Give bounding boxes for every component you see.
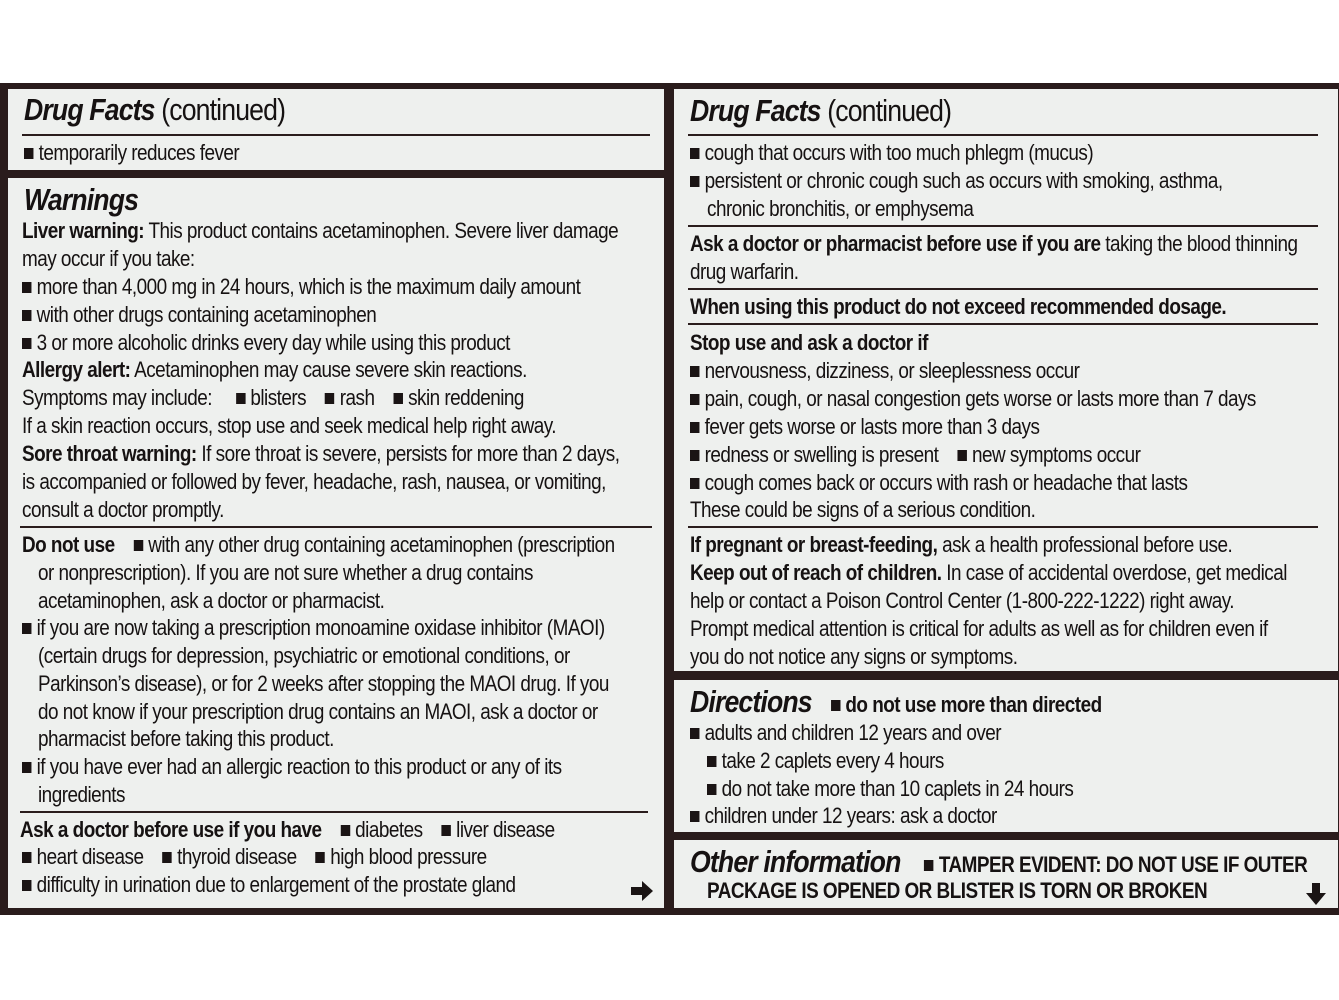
maoi-line2: (certain drugs for depression, psychiatric or emotional conditions, or bbox=[38, 643, 570, 668]
other-info-heading: Other information bbox=[690, 844, 901, 879]
other-info-line2: PACKAGE IS OPENED OR BLISTER IS TORN OR BROKEN bbox=[707, 878, 1208, 903]
keep-out-reach: Keep out of reach of children. In case of accidental overdose, get medical bbox=[690, 560, 1287, 585]
stop-item: nervousness, dizziness, or sleeplessness occur bbox=[690, 357, 1079, 385]
bullet-square-icon bbox=[690, 728, 699, 739]
drug-facts-title: Drug Facts bbox=[24, 92, 155, 127]
warfarin-warning: Ask a doctor or pharmacist before use if you are taking the blood thinning bbox=[690, 231, 1298, 256]
conditions-line2: heart disease thyroid disease high blood pressure bbox=[22, 843, 487, 871]
pregnant-warning: If pregnant or breast-feeding, ask a health professional before use. bbox=[690, 532, 1233, 557]
sore-throat-line3: consult a doctor promptly. bbox=[22, 497, 224, 522]
liver-item: more than 4,000 mg in 24 hours, which is the maximum daily amount bbox=[22, 273, 580, 301]
cough-item: persistent or chronic cough such as occurs with smoking, asthma, bbox=[690, 167, 1223, 195]
conditions-line3: difficulty in urination due to enlargement of the prostate gland bbox=[22, 871, 515, 899]
directions-subitem: do not take more than 10 caplets in 24 hours bbox=[707, 775, 1073, 803]
bullet-square-icon bbox=[690, 176, 699, 187]
bullet-square-icon bbox=[442, 825, 451, 836]
liver-warning-line2: may occur if you take: bbox=[22, 246, 195, 271]
bullet-square-icon bbox=[690, 366, 699, 377]
bullet-square-icon bbox=[690, 450, 699, 461]
divider bbox=[20, 526, 652, 528]
stop-item: redness or swelling is present new symptoms occur bbox=[690, 441, 1140, 469]
do-not-use: Do not use with any other drug containing acetaminophen (prescription bbox=[22, 532, 615, 557]
allergy-alert: Allergy alert: Acetaminophen may cause severe skin reactions. bbox=[22, 357, 527, 382]
ask-doctor-have: Ask a doctor before use if you have diabetes liver disease bbox=[20, 817, 555, 842]
bullet-square-icon bbox=[22, 880, 31, 891]
bullet-square-icon bbox=[924, 860, 933, 871]
bullet-square-icon bbox=[24, 148, 33, 159]
liver-item: with other drugs containing acetaminophen bbox=[22, 301, 376, 329]
bullet-square-icon bbox=[831, 700, 840, 711]
divider bbox=[688, 225, 1318, 227]
divider bbox=[688, 134, 1318, 136]
bullet-square-icon bbox=[690, 811, 699, 822]
left-title bbox=[24, 92, 285, 128]
continued-label: (continued) bbox=[827, 93, 952, 128]
bullet-square-icon bbox=[957, 450, 966, 461]
right-title bbox=[690, 93, 951, 129]
bullet-square-icon bbox=[707, 784, 716, 795]
arrow-down-icon bbox=[1304, 882, 1328, 906]
skin-reaction: If a skin reaction occurs, stop use and seek medical help right away. bbox=[22, 413, 557, 438]
directions-item: adults and children 12 years and over bbox=[690, 719, 1001, 747]
keep-line4: you do not notice any signs or symptoms. bbox=[690, 644, 1018, 669]
bullet-square-icon bbox=[690, 394, 699, 405]
bullet-square-icon bbox=[22, 282, 31, 293]
uses-item: temporarily reduces fever bbox=[24, 139, 239, 167]
when-using: When using this product do not exceed recommended dosage. bbox=[690, 294, 1227, 319]
allergic-item: if you have ever had an allergic reaction to this product or any of its bbox=[22, 753, 562, 781]
keep-line2: help or contact a Poison Control Center (1-800-222-1222) right away. bbox=[690, 588, 1235, 613]
warnings-heading: Warnings bbox=[24, 182, 139, 217]
bullet-square-icon bbox=[22, 623, 31, 634]
keep-line3: Prompt medical attention is critical for adults as well as for children even if bbox=[690, 616, 1268, 641]
divider bbox=[688, 526, 1318, 528]
do-not-use-line2: or nonprescription). If you are not sure whether a drug contains bbox=[38, 560, 533, 585]
bullet-square-icon bbox=[341, 825, 350, 836]
stop-tail: These could be signs of a serious condition. bbox=[690, 497, 1036, 522]
liver-item: 3 or more alcoholic drinks every day while using this product bbox=[22, 329, 510, 357]
maoi-line3: Parkinson’s disease), or for 2 weeks after stopping the MAOI drug. If you bbox=[38, 671, 609, 696]
bullet-square-icon bbox=[325, 393, 334, 404]
bullet-square-icon bbox=[162, 852, 171, 863]
other-info-row: Other information TAMPER EVIDENT: DO NOT USE IF OUTER bbox=[690, 844, 1308, 879]
sore-throat-warning: Sore throat warning: If sore throat is severe, persists for more than 2 days, bbox=[22, 441, 620, 466]
divider bbox=[688, 288, 1318, 290]
continued-label: (continued) bbox=[161, 92, 286, 127]
bullet-square-icon bbox=[236, 393, 245, 404]
maoi-line5: pharmacist before taking this product. bbox=[38, 726, 334, 751]
stop-item: fever gets worse or lasts more than 3 days bbox=[690, 413, 1039, 441]
bullet-square-icon bbox=[316, 852, 325, 863]
divider bbox=[688, 323, 1318, 325]
directions-heading-row: Directions do not use more than directed bbox=[690, 684, 1102, 719]
bullet-square-icon bbox=[22, 338, 31, 349]
directions-heading: Directions bbox=[690, 684, 812, 719]
bullet-square-icon bbox=[690, 478, 699, 489]
do-not-use-line3: acetaminophen, ask a doctor or pharmacist. bbox=[38, 588, 385, 613]
directions-subitem: take 2 caplets every 4 hours bbox=[707, 747, 944, 775]
bullet-square-icon bbox=[690, 422, 699, 433]
directions-item: children under 12 years: ask a doctor bbox=[690, 802, 997, 830]
bullet-square-icon bbox=[22, 852, 31, 863]
sore-throat-line2: is accompanied or followed by fever, headache, rash, nausea, or vomiting, bbox=[22, 469, 606, 494]
stop-use-heading: Stop use and ask a doctor if bbox=[690, 330, 928, 355]
bullet-square-icon bbox=[707, 756, 716, 767]
bullet-square-icon bbox=[22, 762, 31, 773]
divider bbox=[20, 811, 648, 813]
cough-item: cough that occurs with too much phlegm (mucus) bbox=[690, 139, 1093, 167]
bullet-square-icon bbox=[393, 393, 402, 404]
bullet-square-icon bbox=[22, 310, 31, 321]
allergic-line2: ingredients bbox=[38, 782, 125, 807]
maoi-item: if you are now taking a prescription monoamine oxidase inhibitor (MAOI) bbox=[22, 614, 605, 642]
stop-item: cough comes back or occurs with rash or headache that lasts bbox=[690, 469, 1187, 497]
cough-item-line2: chronic bronchitis, or emphysema bbox=[707, 196, 974, 221]
drug-facts-title: Drug Facts bbox=[690, 93, 821, 128]
bullet-square-icon bbox=[690, 148, 699, 159]
divider bbox=[22, 134, 650, 136]
symptoms-line: Symptoms may include: blisters rash skin reddening bbox=[22, 385, 524, 410]
liver-warning: Liver warning: This product contains acetaminophen. Severe liver damage bbox=[22, 218, 619, 243]
stop-item: pain, cough, or nasal congestion gets worse or lasts more than 7 days bbox=[690, 385, 1256, 413]
bullet-square-icon bbox=[134, 540, 143, 551]
maoi-line4: do not know if your prescription drug contains an MAOI, ask a doctor or bbox=[38, 699, 598, 724]
warfarin-line2: drug warfarin. bbox=[690, 259, 799, 284]
arrow-right-icon bbox=[630, 879, 654, 903]
